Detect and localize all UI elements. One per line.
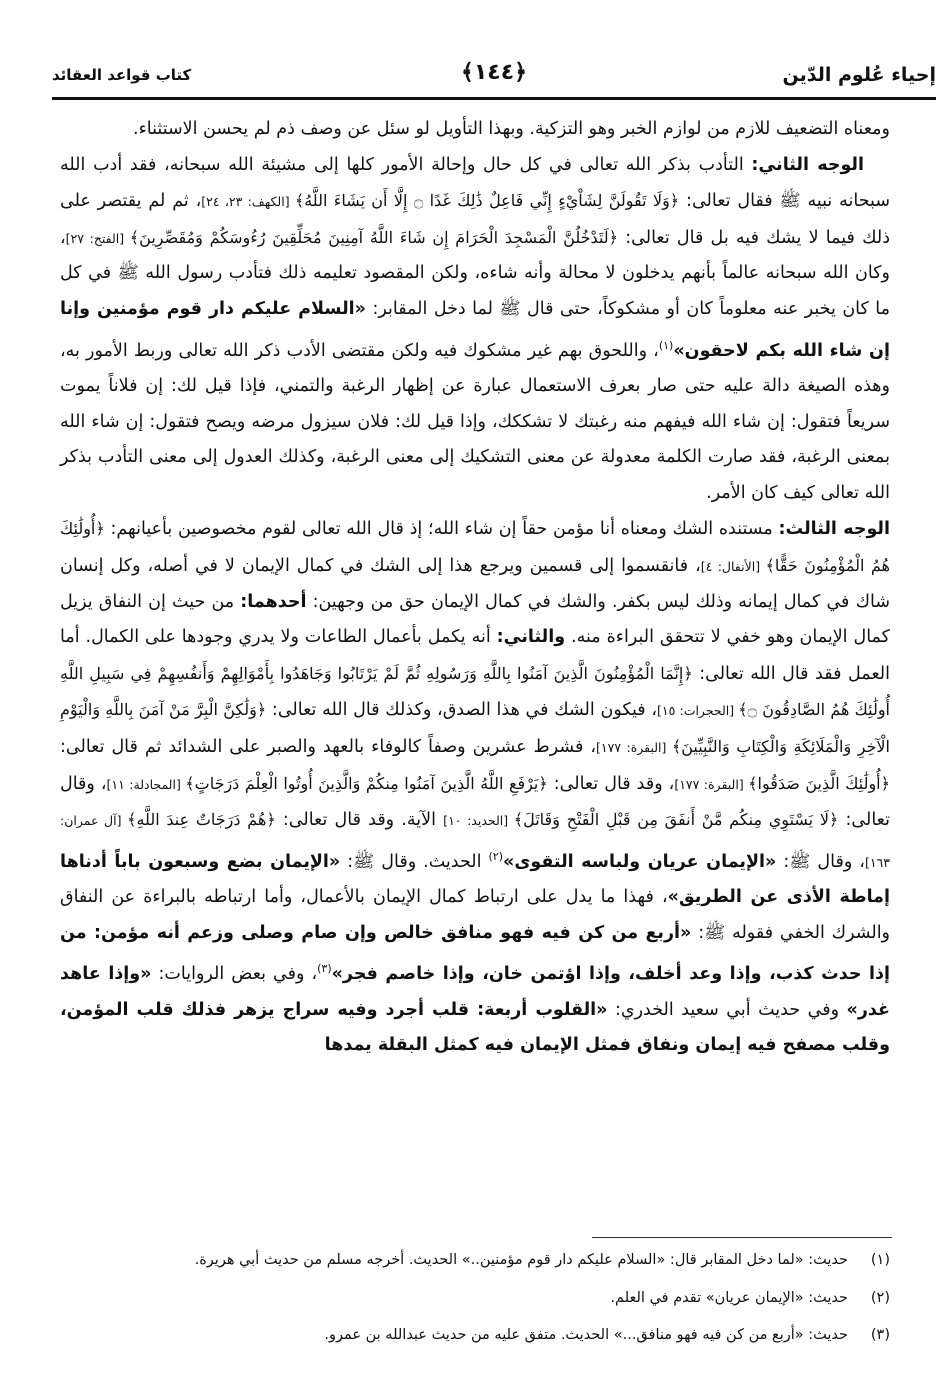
- text-run: التأدب بذكر الله تعالى في كل حال وإحالة الأمور كلها إلى مشيئة الله سبحانه، فقد أدب الله سبحانه نبيه ﷺ فقال تعالى:: [60, 154, 890, 212]
- verse-reference: [الحديد: ١٠]: [443, 813, 514, 829]
- bold-text: «أربع من كن فيه فهو منافق خالص وإن صام وصلى وزعم أنه مؤمن: من إذا حدث كذب، وإذا وعد أخلف، وإذا اؤتمن خان، وإذا خاصم فجر»: [60, 922, 890, 985]
- text-run: مستنده الشك ومعناه أنا مؤمن حقاً إن شاء الله؛ إذ قال الله تعالى لقوم مخصوصين بأعيانهم:: [104, 519, 779, 540]
- quran-verse: ﴿أُولَٰئِكَ هُمُ الْمُؤْمِنُونَ حَقًّا﴾: [60, 519, 890, 575]
- footnote-number: (٣): [870, 1327, 890, 1343]
- text-run: ، وكان الله سبحانه عالماً بأنهم يدخلون لا محالة وأنه شاءه، ولكن المقصود تعليمه ذلك فتأدب رسول الله ﷺ في كل ما كان يخبر عنه معلوماً كان أو مشكوكاً، حتى قال ﷺ لما دخل المقابر:: [60, 227, 891, 319]
- footnote-number: (٢): [870, 1289, 890, 1306]
- book-title: إحياء عُلوم الدّين: [782, 64, 936, 86]
- text-run: ، فهذا ما يدل على ارتباط كمال الإيمان بالأعمال، وأما ارتباطه بالبراءة عن النفاق والشرك الخفي فقوله ﷺ:: [60, 887, 891, 943]
- quran-verse: ﴿لَتَدْخُلُنَّ الْمَسْجِدَ الْحَرَامَ إِن شَاءَ اللَّهُ آمِنِينَ مُحَلِّقِينَ رُءُوسَكُمْ وَمُقَصِّرِينَ﴾: [129, 227, 619, 247]
- text-run: من حيث إن النفاق يزيل كمال الإيمان وهو خفي لا تتحقق البراءة منه.: [60, 591, 890, 648]
- text-run: أنه يكمل بأعمال الطاعات ولا يدري وجودها على الكمال. أما العمل فقد قال الله تعالى:: [60, 627, 890, 684]
- bold-text: «الإيمان عريان ولباسه التقوى»: [503, 851, 777, 872]
- footnote-text: حديث: «أربع من كن فيه فهو منافق...» الحديث. متفق عليه من حديث عبدالله بن عمرو.: [324, 1327, 848, 1343]
- verse-reference: [الفتح: ٢٧]: [65, 230, 130, 246]
- text-run: ، وقد قال تعالى:: [547, 773, 675, 794]
- quran-verse: ﴿هُمْ دَرَجَاتٌ عِندَ اللَّهِ﴾: [127, 810, 276, 830]
- quran-verse: ﴿وَلَا تَقُولَنَّ لِشَاْيْءٍ إِنِّي فَاعِلٌ ذَٰلِكَ غَدًا ۝ إِلَّا أَن يَشَاءَ اللَّهُ﴾: [294, 191, 680, 211]
- text-run: ، وقال ﷺ:: [776, 851, 865, 872]
- text-run: ، فيكون الشك في هذا الصدق، وكذلك قال الله تعالى:: [266, 700, 658, 721]
- quran-verse: ﴿وَلَٰكِنَّ الْبِرَّ مَنْ آمَنَ بِاللَّهِ وَالْيَوْمِ الْآخِرِ وَالْمَلَائِكَةِ وَالْكِتَابِ وَالنَّبِيِّينَ﴾: [60, 700, 891, 756]
- bold-text: «الإيمان بضع وسبعون باباً أدناها إماطة الأذى عن الطريق»: [60, 851, 891, 908]
- text-run: ، واللحوق بهم غير مشكوك فيه ولكن مقتضى الأدب ذكر الله تعالى وربط الأمور به، وهذه الصيغة دالة عليه حتى صار بعرف الاستعمال عبارة عن إظهار الرغبة والتمني، فإذا قيل لك: إن فلاناً يموت سريعاً فتقول: إن شاء الله فيفهم منه رغبتك لا تشككك، وإذا قيل لك: فلان سيزول مرضه ويصح فتقول: إن شاء الله بمعنى الرغبة، فقد صارت الكلمة معدولة عن معنى التشكيك إلى معنى الرغبة، وكذلك العدول إلى معنى التأدب بذكر الله تعالى كيف كان الأمر.: [60, 340, 890, 503]
- footnote-text: حديث: «لما دخل المقابر قال: «السلام عليكم دار قوم مؤمنين..» الحديث. أخرجه مسلم من حديث أبي هريرة.: [194, 1252, 848, 1268]
- verse-reference: [الأنفال: ٤]: [700, 558, 766, 574]
- footnotes: [60, 1242, 890, 1355]
- bold-text: أحدهما:: [240, 591, 307, 612]
- footnote-marker: (١): [658, 338, 674, 352]
- paragraph: [60, 112, 890, 148]
- paragraph: [60, 148, 890, 512]
- quran-verse: ﴿لَا يَسْتَوِي مِنكُم مَّنْ أَنفَقَ مِن قَبْلِ الْفَتْحِ وَقَاتَلَ﴾: [513, 810, 839, 830]
- bold-text: والثاني:: [496, 627, 566, 648]
- header-rule: [52, 97, 936, 100]
- verse-reference: [المجادلة: ١١]: [106, 776, 186, 792]
- verse-reference: [الكهف: ٢٣، ٢٤]: [201, 194, 295, 210]
- verse-reference: [الحجرات: ١٥]: [657, 703, 739, 719]
- quran-verse: ﴿إِنَّمَا الْمُؤْمِنُونَ الَّذِينَ آمَنُوا بِاللَّهِ وَرَسُولِهِ ثُمَّ لَمْ يَرْتَابُوا وَجَاهَدُوا بِأَمْوَالِهِمْ وَأَنفُسِهِمْ فِي سَبِيلِ اللَّهِ أُولَٰئِكَ هُمُ الصَّادِقُونَ ۝﴾: [60, 663, 891, 720]
- verse-reference: [البقرة: ١٧٧]: [596, 739, 672, 755]
- page-number: ﴿١٤٤﴾: [460, 60, 528, 85]
- footnote: [60, 1242, 890, 1280]
- quran-verse: ﴿أُولَٰئِكَ الَّذِينَ صَدَقُوا﴾: [748, 773, 890, 793]
- footnote: [60, 1280, 890, 1318]
- footnote-separator: [592, 1237, 892, 1238]
- footnote-marker: (٢): [488, 849, 504, 863]
- text-run: ، وقال تعالى:: [60, 773, 890, 831]
- paragraph: [60, 511, 890, 1064]
- main-text: [60, 112, 890, 1064]
- verse-reference: [البقرة: ١٧٧]: [674, 776, 749, 792]
- page-header: [52, 58, 936, 94]
- text-run: ، وفي بعض الروايات:: [151, 964, 318, 985]
- bold-text: «القلوب أربعة: قلب أجرد وفيه سراج يزهر فذلك قلب المؤمن، وقلب مصفح فيه إيمان ونفاق فمثل الإيمان فيه كمثل البقلة يمدها: [60, 999, 890, 1056]
- footnote: [60, 1317, 890, 1355]
- bold-text: «وإذا عاهد غدر»: [60, 964, 890, 1020]
- footnote-text: حديث: «الإيمان عريان» تقدم في العلم.: [610, 1289, 848, 1306]
- bold-text: «السلام عليكم دار قوم مؤمنين وإنا إن شاء الله بكم لاحقون»: [60, 298, 890, 361]
- chapter-title: كتاب قواعد العقائد: [52, 66, 192, 84]
- text-run: ، ثم لم يقتصر على ذلك فيما لا يشك فيه بل قال تعالى:: [60, 191, 890, 248]
- text-run: ، فشرط عشرين وصفاً كالوفاء بالعهد والصبر على الشدائد ثم قال تعالى:: [60, 736, 597, 757]
- footnote-marker: (٣): [317, 962, 332, 976]
- quran-verse: ﴿يَرْفَعِ اللَّهُ الَّذِينَ آمَنُوا مِنكُمْ وَالَّذِينَ أُوتُوا الْعِلْمَ دَرَجَاتٍ﴾: [185, 773, 548, 793]
- verse-reference: [آل عمران: ١٦٣]: [60, 813, 890, 870]
- text-run: الحديث. وقال ﷺ:: [340, 851, 489, 872]
- bold-text: الوجه الثاني:: [751, 154, 864, 175]
- text-run: ، فانقسموا إلى قسمين ويرجع هذا إلى الشك في كمال الإيمان لا في أصله، وكل إنسان شاك في كمال إيمانه وذلك ليس بكفر. والشك في كمال الإيمان حق من وجهين:: [60, 555, 890, 612]
- footnote-number: (١): [870, 1252, 890, 1268]
- text-run: ومعناه التضعيف للازم من لوازم الخبر وهو التزكية. وبهذا التأويل لو سئل عن وصف ذم لم يحسن الاستثناء.: [133, 119, 890, 139]
- text-run: الآية. وقد قال تعالى:: [275, 810, 444, 831]
- text-run: وفي حديث أبي سعيد الخدري:: [607, 999, 847, 1020]
- bold-text: الوجه الثالث:: [778, 519, 890, 540]
